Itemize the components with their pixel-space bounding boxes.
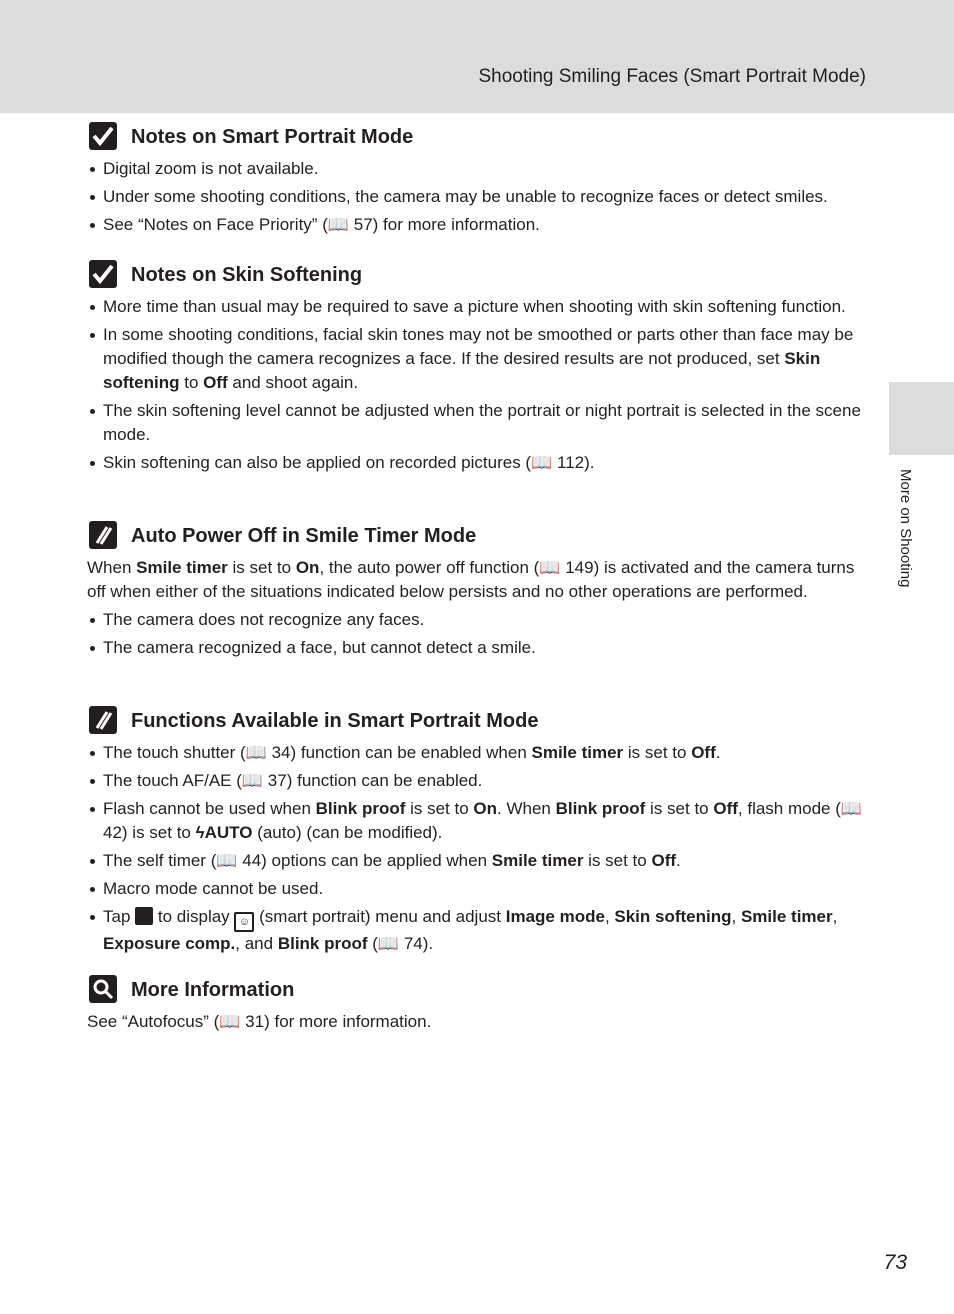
flash-auto-icon: ϟAUTO — [195, 823, 253, 842]
list-item: The skin softening level cannot be adjusted when the portrait or night portrait is selected in the scene mode. — [87, 399, 867, 447]
list-item: See “Notes on Face Priority” (📖 57) for more information. — [87, 213, 867, 237]
list-item: Digital zoom is not available. — [87, 157, 867, 181]
list-item: The touch AF/AE (📖 37) function can be enabled. — [87, 769, 867, 793]
menu-button-icon — [135, 907, 153, 925]
list-item: Flash cannot be used when Blink proof is set to On. When Blink proof is set to Off, flash mode (📖 42) is set to ϟAUTO (auto) (can be modified). — [87, 797, 867, 845]
page-header-title: Shooting Smiling Faces (Smart Portrait Mode) — [478, 66, 866, 87]
page-number: 73 — [883, 1251, 907, 1274]
book-reference-icon: 📖 — [219, 1012, 241, 1031]
section-heading — [87, 974, 867, 1006]
list-item: The camera does not recognize any faces. — [87, 608, 867, 632]
section-functions-available — [87, 705, 867, 960]
list-item: Skin softening can also be applied on recorded pictures (📖 112). — [87, 451, 867, 475]
magnifier-info-icon — [89, 975, 117, 1003]
section-title: Functions Available in Smart Portrait Mode — [131, 710, 539, 732]
header-band — [0, 0, 954, 113]
checkmark-icon — [89, 122, 117, 150]
book-reference-icon: 📖 — [377, 934, 400, 953]
section-title: Notes on Smart Portrait Mode — [131, 126, 414, 148]
section-heading — [87, 520, 867, 552]
book-reference-icon: 📖 — [216, 851, 238, 870]
side-tab-marker — [889, 382, 954, 455]
list-item: In some shooting conditions, facial skin tones may not be smoothed or parts other than face may be modified though the camera recognizes a face. If the desired results are not produced, set Skin softening to Off and shoot again. — [87, 323, 867, 395]
list-item: The touch shutter (📖 34) function can be enabled when Smile timer is set to Off. — [87, 741, 867, 765]
book-reference-icon: 📖 — [539, 558, 561, 577]
book-reference-icon: 📖 — [840, 799, 863, 818]
list-item: Macro mode cannot be used. — [87, 877, 867, 901]
pencil-note-icon — [89, 706, 117, 734]
section-title: Notes on Skin Softening — [131, 264, 363, 286]
book-reference-icon: 📖 — [327, 215, 350, 234]
pencil-note-icon — [89, 521, 117, 549]
list-item: More time than usual may be required to save a picture when shooting with skin softening function. — [87, 295, 867, 319]
section-notes-skin-softening — [87, 259, 867, 479]
list-item: Under some shooting conditions, the camera may be unable to recognize faces or detect smiles. — [87, 185, 867, 209]
section-title: More Information — [131, 979, 295, 1001]
section-heading — [87, 705, 867, 737]
section-heading — [87, 121, 867, 153]
checkmark-icon — [89, 260, 117, 288]
section-auto-power-off — [87, 520, 867, 664]
paragraph: When Smile timer is set to On, the auto power off function (📖 149) is activated and the camera turns off when either of the situations indicated below persists and no other operations are performed. — [87, 558, 855, 601]
list-item: The self timer (📖 44) options can be applied when Smile timer is set to Off. — [87, 849, 867, 873]
smart-portrait-icon: ☺ — [234, 912, 254, 932]
book-reference-icon: 📖 — [531, 453, 553, 472]
section-title: Auto Power Off in Smile Timer Mode — [131, 525, 477, 547]
book-reference-icon: 📖 — [245, 743, 267, 762]
paragraph: See “Autofocus” (📖 31) for more information. — [87, 1012, 432, 1031]
book-reference-icon: 📖 — [241, 771, 264, 790]
section-more-information — [87, 974, 867, 1038]
list-item: The camera recognized a face, but cannot detect a smile. — [87, 636, 867, 660]
section-notes-smart-portrait — [87, 121, 867, 241]
side-tab-label: More on Shooting — [897, 469, 914, 588]
section-heading — [87, 259, 867, 291]
list-item: Tap to display ☺ (smart portrait) menu and adjust Image mode, Skin softening, Smile timer, Exposure comp., and Blink proof (📖 74). — [87, 905, 867, 956]
